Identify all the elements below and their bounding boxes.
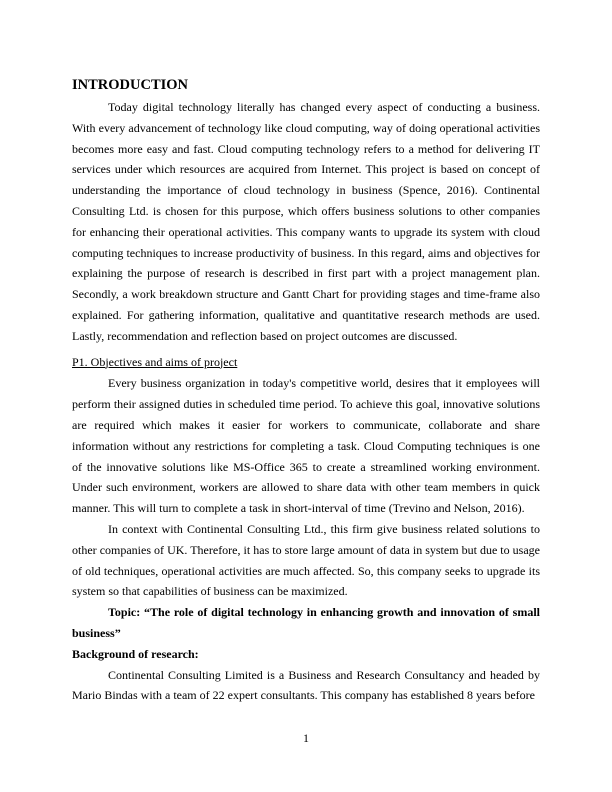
- background-paragraph: Continental Consulting Limited is a Business and Research Consultancy and headed by Mario Bindas with a team of 22 expert consultants. This company has established 8 years before: [72, 667, 540, 703]
- topic-statement: Topic: “The role of digital technology in enhancing growth and innovation of small business”: [72, 605, 540, 640]
- page-number: 1: [303, 731, 309, 745]
- background-heading: Background of research:: [72, 646, 199, 661]
- section-paragraph-2: In context with Continental Consulting Ltd., this firm give business related solutions to other companies of UK. Therefore, it has to store large amount of data in system but due to usage of old techniques, operational activities are much affected. So, this company seeks to upgrade its system so that capabilities of business can be maximized.: [72, 521, 540, 599]
- section-paragraph-1: Every business organization in today's competitive world, desires that it employees will perform their assigned duties in scheduled time period. To achieve this goal, innovative solutions are required which makes it easier for workers to communicate, collaborate and share information without any restrictions for completing a task. Cloud Computing techniques is one of the innovative solutions like MS-Office 365 to create a streamlined working environment. Under such environment, workers are allowed to share data with other team members in quick manner. This will turn to complete a task in short-interval of time (Trevino and Nelson, 2016).: [72, 376, 540, 516]
- intro-paragraph: Today digital technology literally has changed every aspect of conducting a business. With every advancement of technology like cloud computing, way of doing operational activities becomes more easy and fast. Cloud computing technology refers to a method for delivering IT services under which resources are acquired from Internet. This project is based on concept of understanding the importance of cloud technology in business (Spence, 2016). Continental Consulting Ltd. is chosen for this purpose, which offers business solutions to other companies for enhancing their operational activities. This company wants to upgrade its system with cloud computing techniques to increase productivity of business. In this regard, aims and objectives for explaining the purpose of research is described in first part with a project management plan. Secondly, a work breakdown structure and Gantt Chart for providing stages and time-frame also explained. For gathering information, qualitative and quantitative research methods are used. Lastly, recommendation and reflection based on project outcomes are discussed.: [72, 100, 540, 343]
- introduction-heading: INTRODUCTION: [72, 77, 189, 93]
- page-content: [72, 75, 540, 706]
- section-title: P1. Objectives and aims of project: [72, 354, 238, 369]
